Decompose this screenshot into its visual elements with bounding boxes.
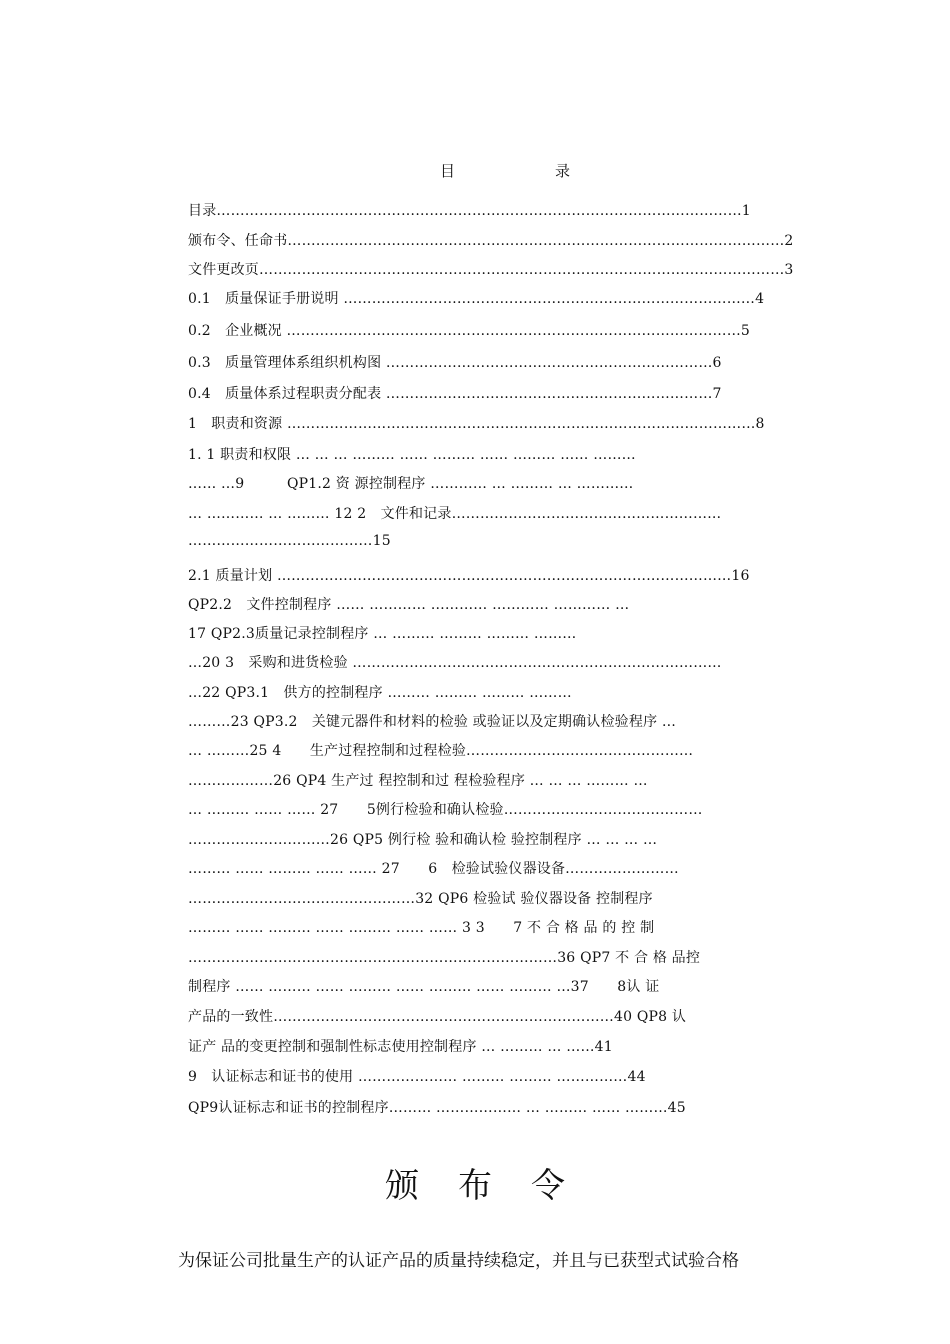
toc-line[interactable]: …………………………26 QP5 例行检 验和确认检 验控制程序 … … … … <box>188 832 658 848</box>
toc-line[interactable]: … ………25 4 生产过程控制和过程检验………………………………………… <box>188 743 694 759</box>
toc-line[interactable]: 2.1 质量计划 ……………………………………………………………………………………16 <box>188 568 750 584</box>
decree-body-text: 为保证公司批量生产的认证产品的质量持续稳定，并且与已获型式试验合格 <box>178 1251 739 1271</box>
toc-line[interactable]: 0.4 质量体系过程职责分配表 ……………………………………………………………7 <box>188 386 722 402</box>
toc-line[interactable]: ………………26 QP4 生产过 程控制和过 程检验程序 … … … ……… … <box>188 773 648 789</box>
toc-line[interactable]: 产品的一致性………………………………………………………………40 QP8 认 <box>188 1009 687 1025</box>
toc-line[interactable]: …………………………………………32 QP6 检验试 验仪器设备 控制程序 <box>188 891 653 907</box>
toc-line[interactable]: 1 职责和资源 ………………………………………………………………………………………8 <box>188 416 765 432</box>
toc-title <box>440 160 570 181</box>
decree-title-char: 令 <box>531 1166 565 1206</box>
toc-title-right: 录 <box>554 162 570 180</box>
toc-line[interactable]: QP9认证标志和证书的控制程序……… ……………… … ……… …… ………45 <box>188 1100 686 1116</box>
toc-line[interactable]: 制程序 …… ……… …… ……… …… ……… …… ……… …37 8认 证 <box>188 979 660 995</box>
toc-line[interactable]: 9 认证标志和证书的使用 ………………… ……… ……… ……………44 <box>188 1069 646 1085</box>
toc-line[interactable]: 颁布令、任命书……………………………………………………………………………………………2 <box>188 233 794 249</box>
toc-line[interactable]: ……………………………………………………………………36 QP7 不 合 格 品控 <box>188 950 701 966</box>
toc-title-left: 目 <box>440 162 456 180</box>
toc-line[interactable]: 0.2 企业概况 ……………………………………………………………………………………5 <box>188 323 751 339</box>
toc-line[interactable]: 17 QP2.3质量记录控制程序 … ……… ……… ……… ……… <box>188 626 577 642</box>
decree-title-char: 颁 <box>385 1166 419 1206</box>
toc-line[interactable]: 1. 1 职责和权限 … … … ……… …… ……… …… ……… …… ……… <box>188 447 636 463</box>
toc-line[interactable]: …20 3 采购和进货检验 …………………………………………………………………… <box>188 655 722 671</box>
toc-line[interactable]: … ……… …… …… 27 5例行检验和确认检验…………………………………… <box>188 802 703 818</box>
toc-line[interactable]: … ………… … ……… 12 2 文件和记录………………………………………………… <box>188 506 722 522</box>
toc-line[interactable]: ………23 QP3.2 关键元器件和材料的检验 或验证以及定期确认检验程序 … <box>188 714 677 730</box>
toc-line[interactable]: 文件更改页…………………………………………………………………………………………………3 <box>188 262 794 278</box>
toc-line[interactable]: 0.3 质量管理体系组织机构图 ……………………………………………………………6 <box>188 355 722 371</box>
toc-line[interactable]: 证产 品的变更控制和强制性标志使用控制程序 … ……… … ……41 <box>188 1039 613 1055</box>
toc-line[interactable]: …22 QP3.1 供方的控制程序 ……… ……… ……… ……… <box>188 685 572 701</box>
toc-line[interactable]: 目录…………………………………………………………………………………………………1 <box>188 203 751 219</box>
toc-line[interactable]: ……… …… ……… …… …… 27 6 检验试验仪器设备…………………… <box>188 861 679 877</box>
decree-title-char: 布 <box>458 1166 492 1206</box>
toc-line[interactable]: ……… …… ……… …… ……… …… …… 3 3 7 不 合 格 品 的 控 制 <box>188 920 655 936</box>
toc-line[interactable]: QP2.2 文件控制程序 …… ………… ………… ………… ………… … <box>188 597 630 613</box>
toc-line[interactable]: …… …9 QP1.2 资 源控制程序 ………… … ……… … ………… <box>188 476 634 492</box>
toc-line[interactable]: …………………………………15 <box>188 533 391 549</box>
toc-line[interactable]: 0.1 质量保证手册说明 ……………………………………………………………………………4 <box>188 291 765 307</box>
decree-title <box>385 1158 565 1207</box>
